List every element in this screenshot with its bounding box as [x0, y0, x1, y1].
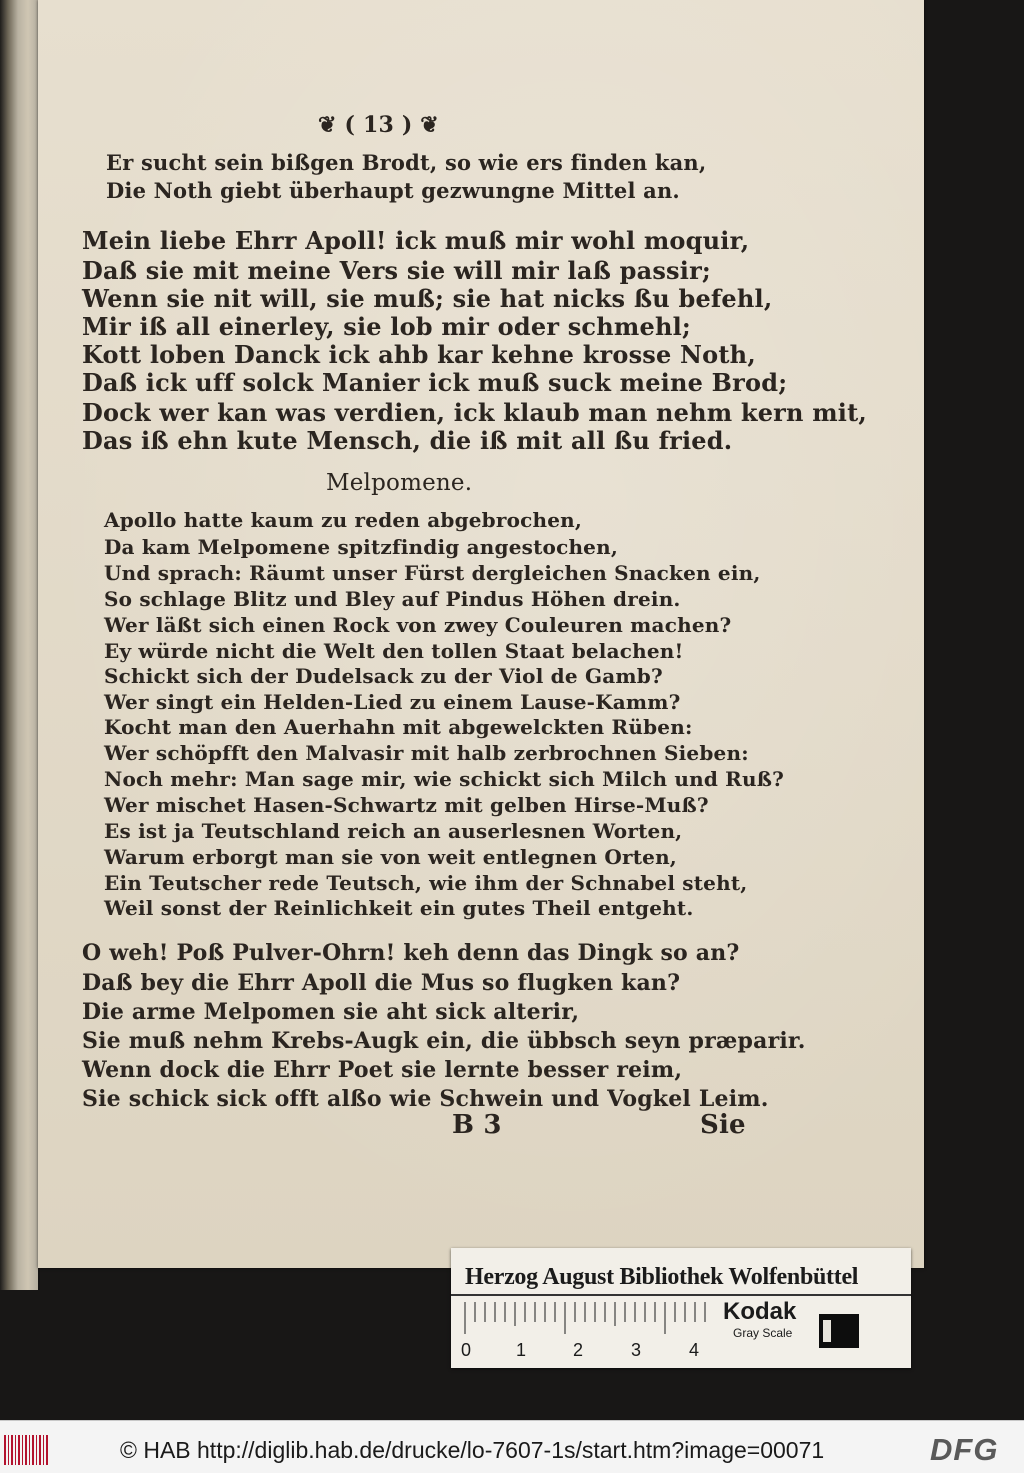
verse-line: Sie muß nehm Krebs-Augk ein, die übbsch seyn præparir.	[82, 1028, 806, 1054]
scale-number: 1	[516, 1340, 527, 1360]
verse-line: Daß ick uff solck Manier ick muß suck meine Brod;	[82, 368, 788, 397]
verse-line: Wer schöpfft den Malvasir mit halb zerbrochnen Sieben:	[104, 741, 749, 765]
verse-line: Daß sie mit meine Vers sie will mir laß passir;	[82, 256, 711, 285]
signature-mark: B 3	[452, 1110, 502, 1140]
verse-line: Wenn sie nit will, sie muß; sie hat nicks ßu befehl,	[82, 284, 773, 313]
ruler-scale	[461, 1300, 711, 1360]
kodak-logo: Kodak	[723, 1298, 797, 1325]
verse-line: Ein Teutscher rede Teutsch, wie ihm der Schnabel steht,	[104, 871, 748, 895]
verse-line: Kott loben Danck ick ahb kar kehne krosse Noth,	[82, 340, 756, 369]
verse-line: Wer läßt sich einen Rock von zwey Couleuren machen?	[104, 613, 732, 637]
section-title: Melpomene.	[326, 470, 473, 496]
verse-line: Weil sonst der Reinlichkeit ein gutes Theil entgeht.	[104, 896, 694, 920]
scale-number: 3	[631, 1340, 642, 1360]
verse-line: Warum erborgt man sie von weit entlegnen Orten,	[104, 845, 677, 869]
scale-number: 4	[689, 1340, 700, 1360]
page-header: ❦ ( 13 ) ❦	[318, 112, 439, 138]
verse-line: Sie schick sick offt alßo wie Schwein und Vogkel Leim.	[82, 1086, 769, 1112]
verse-line: O weh! Poß Pulver-Ohrn! keh denn das Dingk so an?	[82, 940, 740, 966]
verse-line: Und sprach: Räumt unser Fürst dergleichen Snacken ein,	[104, 561, 761, 585]
verse-line: Mein liebe Ehrr Apoll! ick muß mir wohl moquir,	[82, 226, 750, 255]
copyright-link[interactable]: © HAB http://diglib.hab.de/drucke/lo-7607-1s/start.htm?image=00071	[120, 1437, 825, 1463]
verse-line: Ey würde nicht die Welt den tollen Staat belachen!	[104, 639, 684, 663]
dfg-logo[interactable]: DFG	[930, 1432, 999, 1467]
verse-line: Daß bey die Ehrr Apoll die Mus so flugken kan?	[82, 970, 681, 996]
verse-line: Schickt sich der Dudelsack zu der Viol de Gamb?	[104, 664, 663, 688]
verse-line: Kocht man den Auerhahn mit abgewelckten Rüben:	[104, 715, 693, 739]
verse-line: Wenn dock die Ehrr Poet sie lernte besser reim,	[82, 1057, 683, 1083]
verse-line: Da kam Melpomene spitzfindig angestochen,	[104, 535, 619, 559]
verse-line: Wer singt ein Helden-Lied zu einem Lause-Kamm?	[104, 690, 681, 714]
scale-number: 2	[573, 1340, 584, 1360]
barcode-icon	[4, 1435, 50, 1465]
verse-line: Das iß ehn kute Mensch, die iß mit all ßu fried.	[82, 426, 733, 455]
verse-line: So schlage Blitz und Bley auf Pindus Höhen drein.	[104, 587, 681, 611]
viewer-footer	[0, 1420, 1024, 1473]
verse-line: Dock wer kan was verdien, ick klaub man nehm kern mit,	[82, 398, 867, 427]
library-name: Herzog August Bibliothek Wolfenbüttel	[465, 1264, 859, 1290]
verse-line: Es ist ja Teutschland reich an auserlesnen Worten,	[104, 819, 683, 843]
card-divider	[451, 1294, 911, 1296]
verse-line: Die arme Melpomen sie aht sick alterir,	[82, 999, 580, 1025]
gray-scale-label: Gray Scale	[733, 1326, 793, 1340]
intro-line: Er sucht sein bißgen Brodt, so wie ers finden kan,	[106, 150, 707, 175]
verse-line: Apollo hatte kaum zu reden abgebrochen,	[104, 508, 583, 532]
verse-line: Noch mehr: Man sage mir, wie schickt sich Milch und Ruß?	[104, 767, 785, 791]
color-calibration-card	[451, 1248, 911, 1368]
verse-line: Wer mischet Hasen-Schwartz mit gelben Hirse-Muß?	[104, 793, 709, 817]
catchword: Sie	[700, 1110, 746, 1140]
ruler-ticks	[461, 1300, 711, 1340]
verse-line: Mir iß all einerley, sie lob mir oder schmehl;	[82, 312, 691, 341]
scale-number: 0	[461, 1340, 472, 1360]
intro-line: Die Noth giebt überhaupt gezwungne Mittel an.	[106, 178, 680, 203]
gray-swatch-highlight	[823, 1320, 831, 1342]
